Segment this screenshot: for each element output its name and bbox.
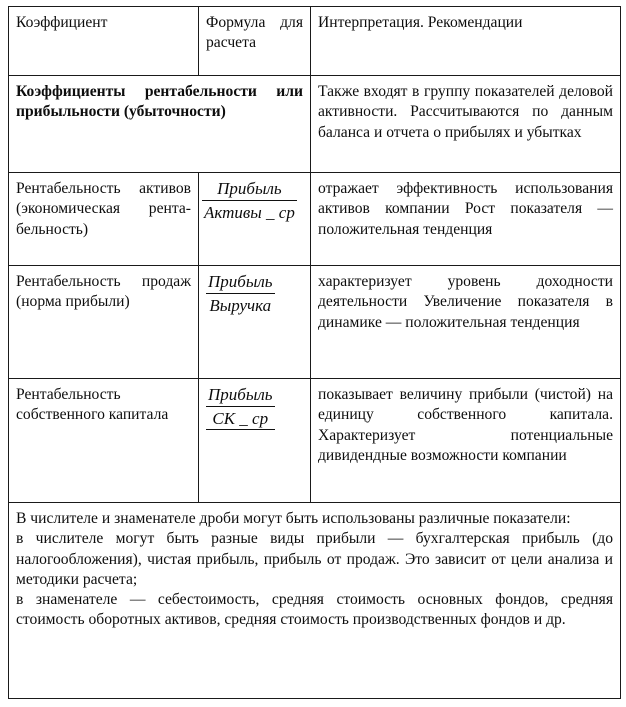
fraction-denominator: Выручка (209, 295, 272, 315)
table-row (9, 266, 621, 379)
header-cell-interpretation (311, 7, 621, 76)
ratio-name-return-on-assets: Рентабельность активов (экономическая рентабельность) (9, 173, 199, 266)
fraction-numerator: Прибыль (202, 179, 297, 201)
table-header-row (9, 7, 621, 76)
ratio-interpretation-return-on-equity: показывает величину прибыли (чистой) на единицу собственного капитала. Характеризует потенциальные дивидендные возможности компании (311, 379, 621, 503)
table-group-row (9, 76, 621, 173)
fraction-denominator: СК _ ср (206, 407, 275, 431)
ratio-interpretation-return-on-sales: характеризует уровень доходности деятельности Увеличение показателя в динамике — положительная тенденция (311, 266, 621, 379)
fraction (206, 385, 275, 430)
note-cell (9, 503, 621, 699)
ratio-formula-return-on-equity (199, 379, 311, 503)
fraction (202, 179, 297, 222)
ratio-interpretation-return-on-assets: отражает эффективность использования активов компании Рост показателя — положительная тенденция (311, 173, 621, 266)
header-label-interpretation: Интерпретация. Рекомендации (318, 14, 523, 31)
header-label-coefficient: Коэффициент (16, 14, 108, 31)
group-row-description: Также входят в группу показателей деловой активности. Рассчитываются по данным баланса и отчета о прибылях и убытках (311, 76, 621, 173)
group-row-label: Коэффициенты рентабельности или прибыльности (убыточности) (9, 76, 311, 173)
ratio-name-return-on-sales: Рентабельность продаж (норма прибыли) (9, 266, 199, 379)
table-row (9, 379, 621, 503)
header-cell-formula (199, 7, 311, 76)
note-paragraph-3: в знаменателе — себестоимость, средняя стоимость основных фондов, средняя стоимость оборотных активов, средняя стоимость производственных фондов и др. (16, 591, 613, 629)
ratio-formula-return-on-sales (199, 266, 311, 379)
note-paragraph-2: в числителе могут быть разные виды прибыли — бухгалтерская прибыль (до налогообложения), чистая прибыль, прибыль от продаж. Это зависит от цели анализа и методики расчета; (16, 530, 613, 588)
note-paragraph-1: В числителе и знаменателе дроби могут быть использованы различные показатели: (16, 510, 571, 527)
header-label-formula: Формула для расчета (206, 14, 303, 52)
ratio-formula-return-on-assets (199, 173, 311, 266)
header-cell-coefficient (9, 7, 199, 76)
document-page (0, 6, 626, 707)
profitability-ratios-table (8, 6, 621, 699)
table-row (9, 173, 621, 266)
ratio-name-return-on-equity: Рентабельность собственного капитала (9, 379, 199, 503)
table-note-row (9, 503, 621, 699)
fraction (206, 272, 275, 315)
fraction-numerator: Прибыль (206, 385, 275, 407)
fraction-denominator: Активы _ ср (204, 202, 295, 222)
fraction-numerator: Прибыль (206, 272, 275, 294)
